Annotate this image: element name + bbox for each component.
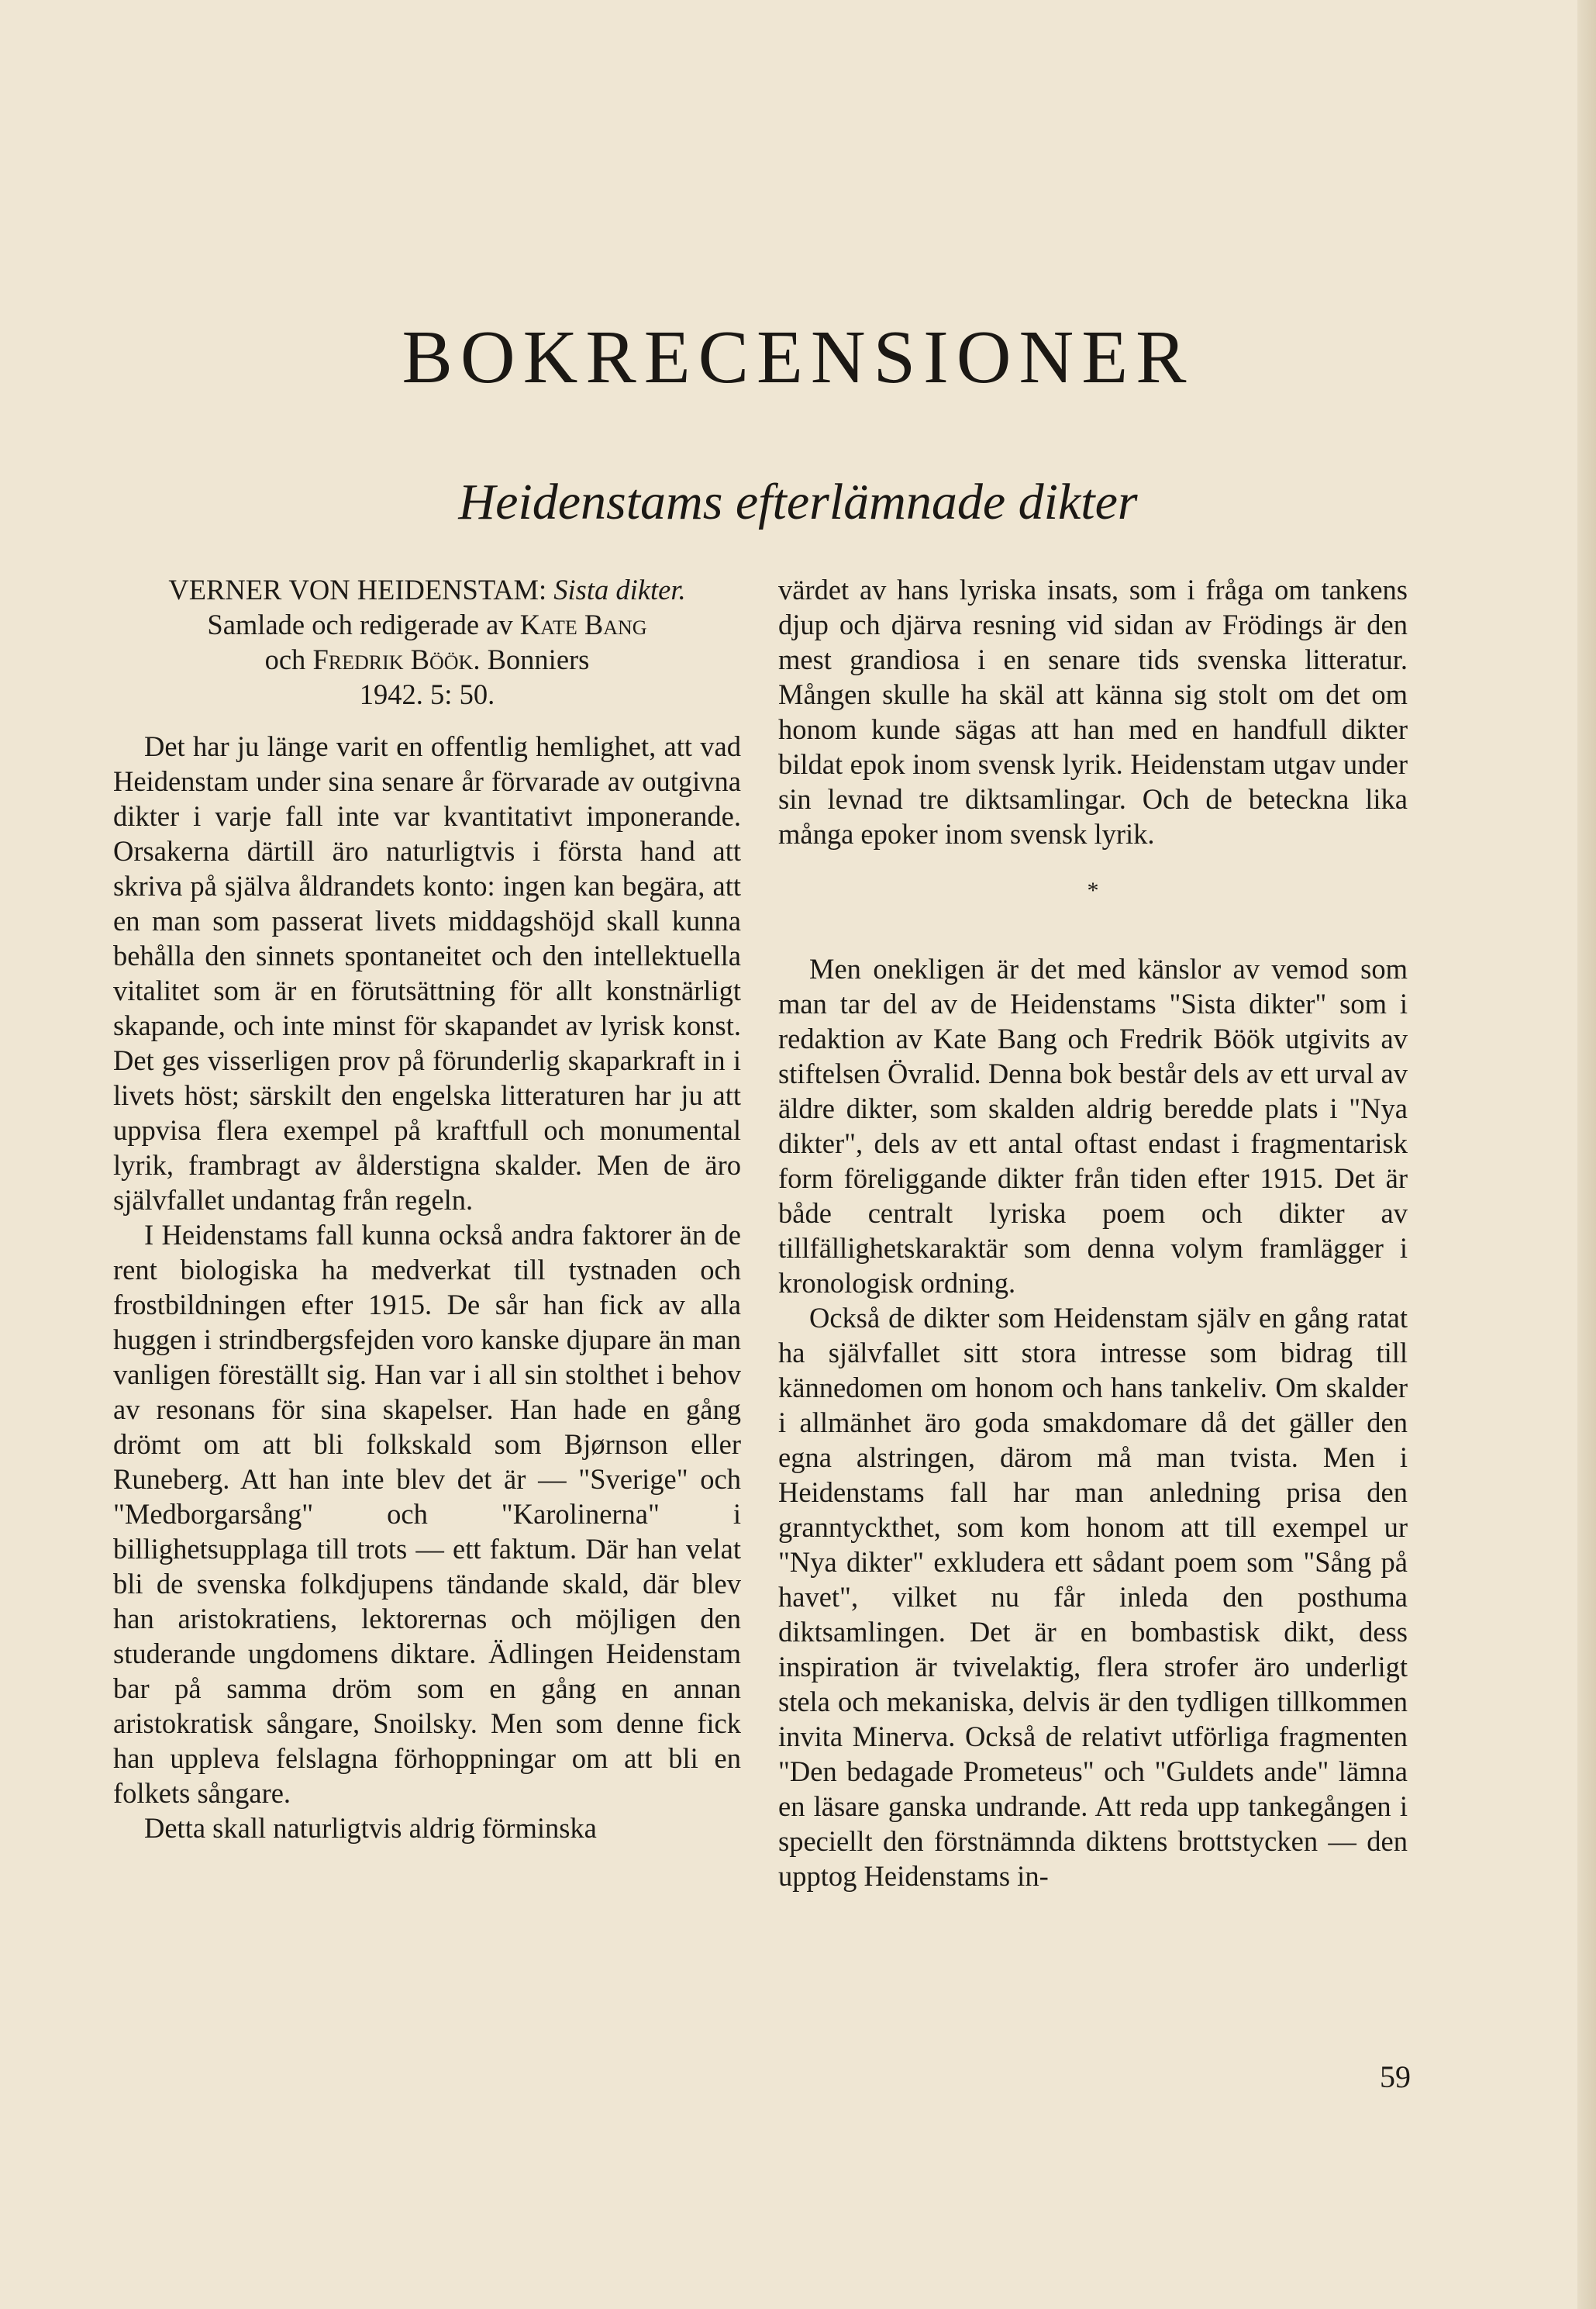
citation-line-3 — [113, 642, 741, 677]
citation-line-4: 1942. 5: 50. — [359, 678, 495, 710]
author-von: VON — [288, 574, 350, 606]
editor-1: Kate Bang — [519, 609, 647, 640]
citation-line-2 — [113, 607, 741, 642]
paragraph: Också de dikter som Heidenstam själv en gång ratat ha självfallet sitt stora intresse som bidrag till kännedomen om honom och hans tankeliv. Om skalder i allmänhet äro goda smakdomare då det gäller den egna alstringen, därom må man tvista. Men i Heidenstams fall har man anledning prisa den granntyckthet, som kom honom att till exempel ur "Nya dikter" exkludera ett sådant poem som "Sång på havet", vilket nu får inleda den posthuma diktsamlingen. Det är en bombastisk dikt, dess inspiration är tvivelaktig, flera strofer äro underligt stela och mekaniska, delvis är den tydligen tillkommen invita Minerva. Också de relativt utförliga fragmenten "Den bedagade Prometeus" och "Guldets ande" lämna en läsare ganska undrande. Att reda upp tankegången i speciellt den förstnämnda diktens brottstycken — den upptog Heidenstams in- — [778, 1302, 1408, 1892]
author-first: VERNER — [168, 574, 282, 606]
paragraph: I Heidenstams fall kunna också andra faktorer än de rent biologiska ha medverkat till tystnaden och frostbildningen efter 1915. De sår han fick av alla huggen i strindbergsfejden voro kanske djupare än man vanligen föreställt sig. Han var i all sin stolthet i behov av resonans för sina skapelser. Han hade en gång drömt om att bli folkskald som Bjørnson eller Runeberg. Att han inte blev det är — "Sverige" och "Medborgarsång" och "Karolinerna" i billighetsupplaga till trots — ett faktum. Där han velat bli de svenska folkdjupens tändande skald, där blev han aristokratiens, lektorernas och möjligen den studerande ungdomens diktare. Ädlingen Heidenstam bar på samma dröm som en gång en annan aristokratisk sångare, Snoilsky. Men som denne fick han uppleva felslagna förhoppningar om att bli en folkets sångare. — [113, 1219, 741, 1809]
page-number: 59 — [1380, 2059, 1411, 2094]
paragraph: Detta skall naturligtvis aldrig förminska — [144, 1812, 597, 1844]
citation-line-1 — [113, 572, 741, 607]
paragraph-continued: värdet av hans lyriska insats, som i fråga om tankens djup och djärva resning vid sidan av Frödings är den mest grandiosa i en senare tids svenska litteratur. Mången skulle ha skäl att känna sig stolt om det om honom kunde sägas att han med en handfull dikter bildat epok inom svensk lyrik. Heidenstam utgav under sin levnad tre diktsamlingar. Och de beteckna lika många epoker inom svensk lyrik. — [778, 574, 1408, 850]
citation-text: Samlade och redigerade av — [207, 609, 513, 640]
book-citation — [113, 572, 741, 712]
section-separator: * — [1087, 878, 1099, 903]
paragraph: Men onekligen är det med känslor av vemod som man tar del av de Heidenstams "Sista dikter" som i redaktion av Kate Bang och Fredrik Böök utgivits av stiftelsen Övralid. Denna bok består dels av ett urval av äldre dikter, som skalden aldrig beredde plats i "Nya dikter", dels av ett antal oftast endast i fragmentarisk form föreliggande dikter från tiden efter 1915. Det är både centralt lyriska poem och dikter av tillfällighetskaraktär som denna volym framlägger i kronologisk ordning. — [778, 953, 1408, 1299]
right-column — [778, 572, 1408, 1893]
citation-text: och — [264, 644, 306, 675]
left-column — [113, 572, 741, 1845]
author-last: HEIDENSTAM: — [357, 574, 547, 606]
book-title: Sista dikter. — [553, 574, 686, 606]
editor-2: Fredrik Böök. — [312, 644, 481, 675]
section-title: BOKRECENSIONER — [402, 316, 1194, 399]
paragraph: Det har ju länge varit en offentlig hemlighet, att vad Heidenstam under sina senare år förvarade av outgivna dikter i varje fall inte var kvantitativt imponerande. Orsakerna därtill äro naturligtvis i första hand att skriva på själva åldrandets konto: ingen kan begära, att en man som passerat livets middagshöjd skall kunna behålla den sinnets spontaneitet och den intellektuella vitalitet som är en förutsättning för allt konstnärligt skapande, och inte minst för skapandet av lyrisk konst. Det ges visserligen prov på förunderlig skaparkraft in i livets höst; särskilt den engelska litteraturen har ju att uppvisa flera exempel på kraftfull och monumental lyrik, frambragt av ålderstigna skalder. Men de äro självfallet undantag från regeln. — [113, 730, 741, 1216]
publisher: Bonniers — [487, 644, 590, 675]
article-title: Heidenstams efterlämnade dikter — [458, 474, 1138, 530]
